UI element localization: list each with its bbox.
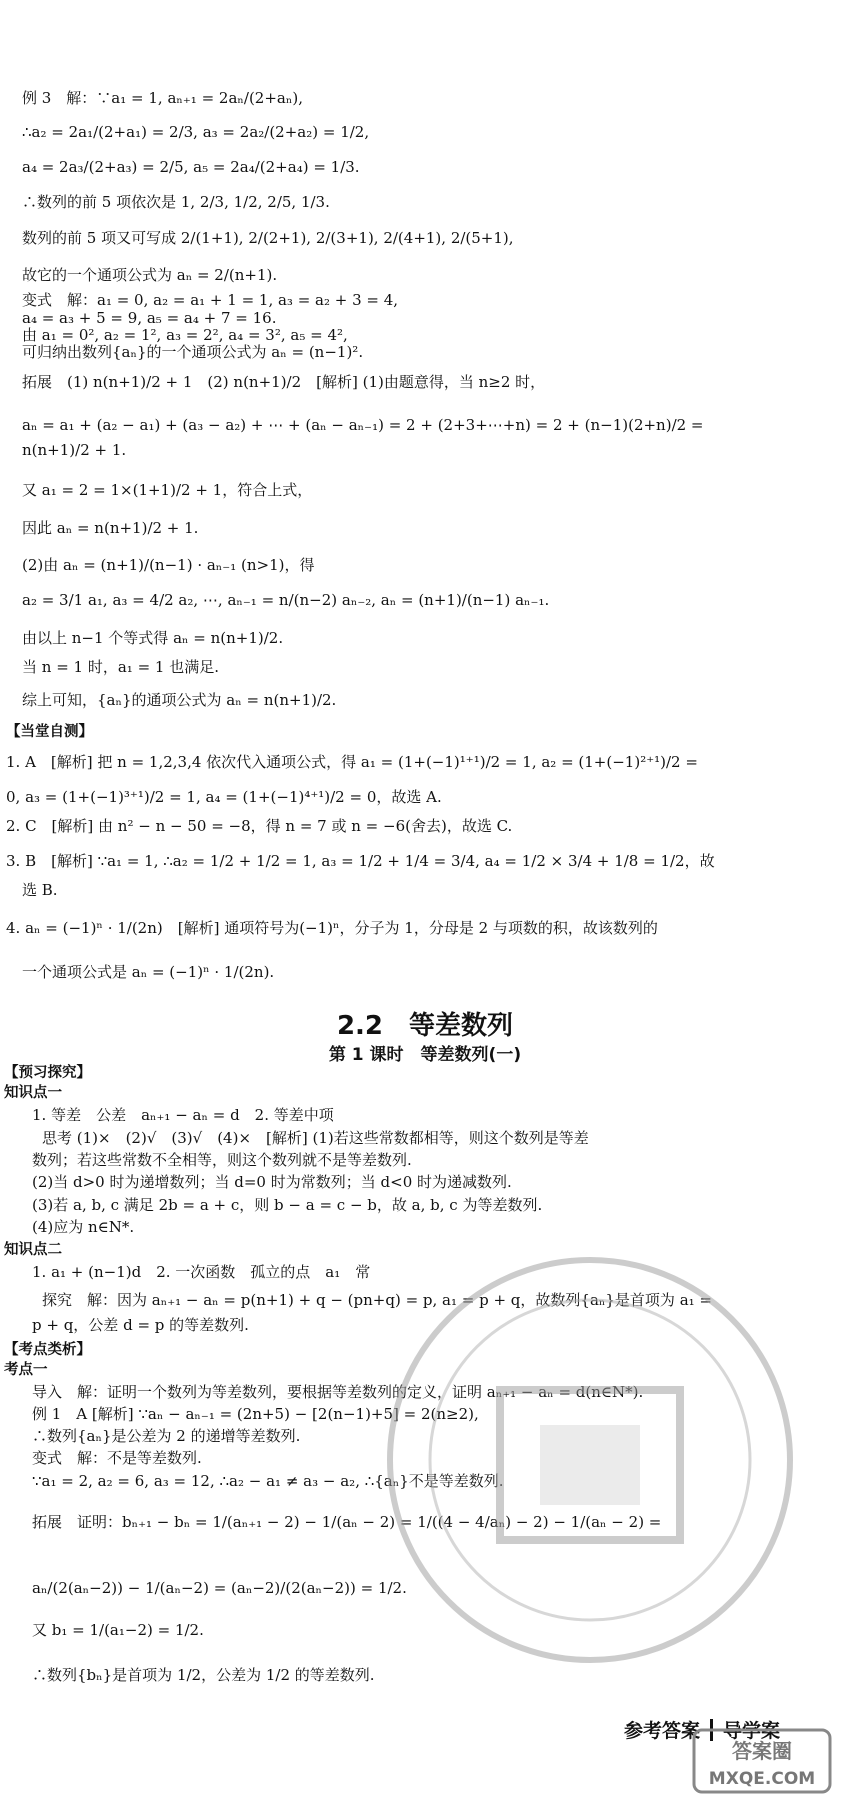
kp1-think-line5: (4)应为 n∈N*.	[32, 1218, 135, 1236]
section-analysis: 【考点类析】	[4, 1342, 91, 1358]
kp1-think-line4: (3)若 a, b, c 满足 2b = a + c，则 b − a = c − b，故 a, b, c 为等差数列.	[32, 1196, 543, 1214]
test-point-1: 考点一	[4, 1362, 48, 1378]
seal-stamp	[380, 1250, 800, 1670]
kp1-think-line3: (2)当 d>0 时为递增数列；当 d=0 时为常数列；当 d<0 时为递减数列.	[32, 1173, 512, 1191]
self-test-q1-line2: 0, a₃ = (1+(−1)³⁺¹)/2 = 1, a₄ = (1+(−1)⁴⁺¹)/2 = 0，故选 A.	[6, 788, 442, 806]
chapter-title: 2.2 等差数列	[336, 1011, 514, 1041]
section-preview: 【预习探究】	[4, 1065, 91, 1081]
section-self-test: 【当堂自测】	[6, 724, 93, 740]
example3-line5: 数列的前 5 项又可写成 2/(1+1), 2/(2+1), 2/(3+1), 2/(4+1), 2/(5+1),	[22, 229, 514, 247]
kp2-explore-line1: 探究 解：因为 aₙ₊₁ − aₙ = p(n+1) + q − (pn+q) = p, a₁ = p + q，故数列{aₙ}是首项为 a₁ =	[42, 1291, 712, 1309]
self-test-q3-line2: 选 B.	[22, 881, 58, 899]
extension-line5: 因此 aₙ = n(n+1)/2 + 1.	[22, 519, 199, 537]
extension2-line3: 又 b₁ = 1/(a₁−2) = 1/2.	[32, 1621, 204, 1639]
extension2-line2: aₙ/(2(aₙ−2)) − 1/(aₙ−2) = (aₙ−2)/(2(aₙ−2)) = 1/2.	[32, 1579, 407, 1597]
example1-line2: ∴数列{aₙ}是公差为 2 的递增等差数列.	[32, 1427, 301, 1445]
intro-line: 导入 解：证明一个数列为等差数列，要根据等差数列的定义，证明 aₙ₊₁ − aₙ = d(n∈N*).	[32, 1383, 644, 1401]
variant-line3: 由 a₁ = 0², a₂ = 1², a₃ = 2², a₄ = 3², a₅ = 4²,	[22, 326, 348, 344]
variant2-line2: ∵a₁ = 2, a₂ = 6, a₃ = 12, ∴a₂ − a₁ ≠ a₃ − a₂, ∴{aₙ}不是等差数列.	[32, 1472, 504, 1490]
svg-text:答案圈: 答案圈	[732, 1739, 792, 1763]
extension-line2: aₙ = a₁ + (a₂ − a₁) + (a₃ − a₂) + ⋯ + (aₙ − aₙ₋₁) = 2 + (2+3+⋯+n) = 2 + (n−1)(2+n)/2 =	[22, 416, 704, 434]
variant-line4: 可归纳出数列{aₙ}的一个通项公式为 aₙ = (n−1)².	[22, 343, 364, 361]
lesson-title: 第 1 课时 等差数列(一)	[328, 1045, 522, 1065]
kp1-line1: 1. 等差 公差 aₙ₊₁ − aₙ = d 2. 等差中项	[32, 1106, 334, 1124]
example3-line1: 例 3 解：∵a₁ = 1, aₙ₊₁ = 2aₙ/(2+aₙ),	[22, 89, 303, 107]
kp2-line1: 1. a₁ + (n−1)d 2. 一次函数 孤立的点 a₁ 常	[32, 1263, 371, 1281]
extension-line8: 由以上 n−1 个等式得 aₙ = n(n+1)/2.	[22, 629, 284, 647]
extension2-line4: ∴数列{bₙ}是首项为 1/2，公差为 1/2 的等差数列.	[32, 1666, 375, 1684]
example3-line4: ∴数列的前 5 项依次是 1, 2/3, 1/2, 2/5, 1/3.	[22, 193, 330, 211]
extension-line4: 又 a₁ = 2 = 1×(1+1)/2 + 1，符合上式，	[22, 481, 313, 499]
extension-line7: a₂ = 3/1 a₁, a₃ = 4/2 a₂, ⋯, aₙ₋₁ = n/(n−2) aₙ₋₂, aₙ = (n+1)/(n−1) aₙ₋₁.	[22, 591, 550, 609]
footer-label: 参考答案	[623, 1720, 700, 1742]
extension-line1: 拓展 (1) n(n+1)/2 + 1 (2) n(n+1)/2 [解析] (1)由题意得，当 n≥2 时，	[22, 373, 546, 391]
extension2-line1: 拓展 证明：bₙ₊₁ − bₙ = 1/(aₙ₊₁ − 2) − 1/(aₙ − 2) = 1/((4 − 4/aₙ) − 2) − 1/(aₙ − 2) =	[32, 1513, 662, 1531]
variant2-line1: 变式 解：不是等差数列.	[32, 1449, 202, 1467]
self-test-q4-line2: 一个通项公式是 aₙ = (−1)ⁿ · 1/(2n).	[22, 963, 275, 981]
variant-line2: a₄ = a₃ + 5 = 9, a₅ = a₄ + 7 = 16.	[22, 309, 277, 327]
self-test-q2: 2. C [解析] 由 n² − n − 50 = −8，得 n = 7 或 n = −6(舍去)，故选 C.	[6, 817, 513, 835]
self-test-q4-line1: 4. aₙ = (−1)ⁿ · 1/(2n) [解析] 通项符号为(−1)ⁿ，分子为 1，分母是 2 与项数的积，故该数列的	[6, 919, 658, 937]
svg-text:MXQE.COM: MXQE.COM	[708, 1769, 816, 1789]
self-test-q1-line1: 1. A [解析] 把 n = 1,2,3,4 依次代入通项公式，得 a₁ = (1+(−1)¹⁺¹)/2 = 1, a₂ = (1+(−1)²⁺¹)/2 =	[6, 753, 698, 771]
extension-line9: 当 n = 1 时，a₁ = 1 也满足.	[22, 658, 219, 676]
example3-line3: a₄ = 2a₃/(2+a₃) = 2/5, a₅ = 2a₄/(2+a₄) = 1/3.	[22, 158, 360, 176]
watermark-logo	[692, 1726, 832, 1796]
kp1-think-line2: 数列；若这些常数不全相等，则这个数列就不是等差数列.	[32, 1151, 412, 1169]
example3-line6: 故它的一个通项公式为 aₙ = 2/(n+1).	[22, 266, 278, 284]
knowledge-point-1: 知识点一	[4, 1085, 62, 1101]
extension-line3: n(n+1)/2 + 1.	[22, 441, 127, 459]
extension-line6: (2)由 aₙ = (n+1)/(n−1) · aₙ₋₁ (n>1)，得	[22, 556, 315, 574]
extension-line10: 综上可知，{aₙ}的通项公式为 aₙ = n(n+1)/2.	[22, 691, 337, 709]
knowledge-point-2: 知识点二	[4, 1242, 62, 1258]
footer-book: 导学案	[722, 1720, 780, 1742]
kp2-explore-line2: p + q，公差 d = p 的等差数列.	[32, 1316, 249, 1334]
example1-line1: 例 1 A [解析] ∵aₙ − aₙ₋₁ = (2n+5) − [2(n−1)+5] = 2(n≥2),	[32, 1405, 479, 1423]
kp1-think-line1: 思考 (1)× (2)√ (3)√ (4)× [解析] (1)若这些常数都相等，则这个数列是等差	[42, 1129, 589, 1147]
example3-line2: ∴a₂ = 2a₁/(2+a₁) = 2/3, a₃ = 2a₂/(2+a₂) = 1/2,	[22, 123, 370, 141]
variant-line1: 变式 解：a₁ = 0, a₂ = a₁ + 1 = 1, a₃ = a₂ + 3 = 4,	[22, 291, 399, 309]
self-test-q3-line1: 3. B [解析] ∵a₁ = 1, ∴a₂ = 1/2 + 1/2 = 1, a₃ = 1/2 + 1/4 = 3/4, a₄ = 1/2 × 3/4 + 1/8 = 1/2，故	[6, 852, 715, 870]
